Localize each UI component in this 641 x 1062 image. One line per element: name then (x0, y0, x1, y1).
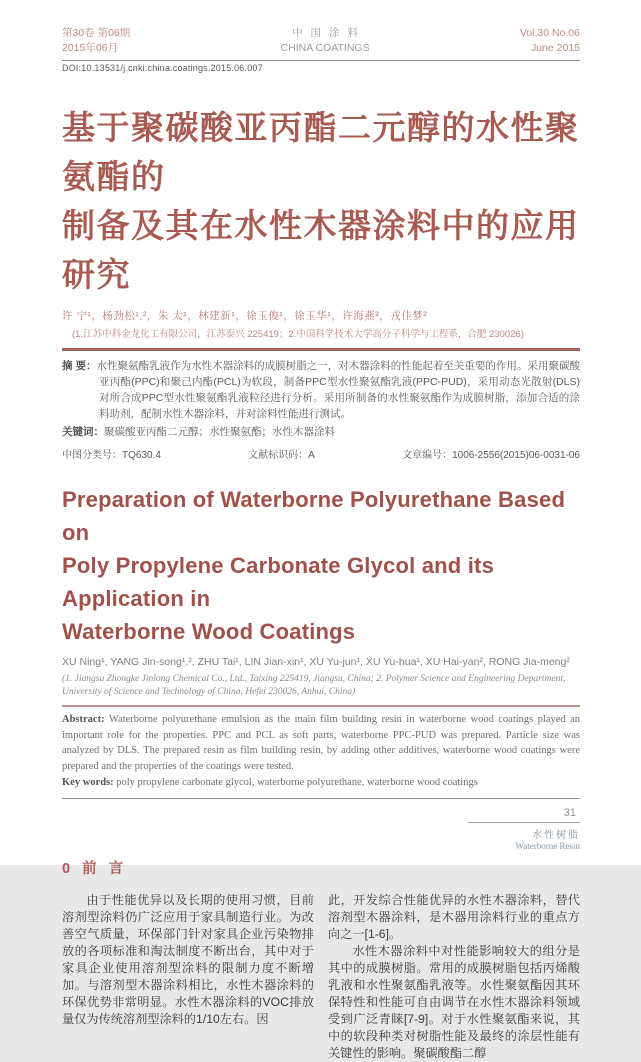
article-title-en-line1: Preparation of Waterborne Polyurethane Based on (62, 487, 566, 545)
volume-issue-en: Vol.30 No.06 (519, 27, 580, 39)
article-title-cn-line2: 制备及其在水性木器涂料中的应用研究 (62, 207, 580, 293)
keywords-cn (62, 424, 580, 440)
footer-rule (468, 822, 580, 823)
body-paragraph: 由于性能优异以及长期的使用习惯，目前溶剂型涂料仍广泛应用于家具制造行业。为改善空气质量，环保部门针对家具企业污染物排放的各项标准和淘汰制度不断出台，其中对于家具企业使用溶剂型涂料的限制力度不断增加。与溶剂型木器涂料相比，水性木器涂料的环保优势非常明显。水性木器涂料的VOC排放量仅为传统溶剂型涂料的1/10左右。因 (62, 892, 314, 1026)
clc-number: 中图分类号：TQ630.4 (62, 450, 161, 461)
header-rule (62, 60, 580, 61)
column-name-cn: 水性树脂 (532, 830, 580, 841)
body-paragraph: 水性木器涂料中对性能影响较大的组分是其中的成膜树脂。常用的成膜树脂包括丙烯酸乳液和水性聚氨酯乳液等。水性聚氨酯因其环保特性和性能可自由调节在水性木器涂料领域受到广泛青睐[7-9]。对于水性聚氨酯来说，其中的软段种类对树脂性能及最终的涂层性能有关键性的影响。聚碳酸酯二醇 (328, 943, 580, 1060)
abstract-cn (62, 358, 580, 422)
journal-header (62, 26, 580, 56)
right-column (328, 892, 580, 1062)
abstract-en-text: Waterborne polyurethane emulsion as the main film building resin in waterborne wood coatings played an important role for the properties. PPC and PCL as soft parts, waterborne PPC-PUD was prepared. Particle size was analyzed by DLS. The prepared resin as film building resin, by adding other additives, waterborne wood coatings were prepared and the properties of the coatings were tested. (62, 714, 580, 772)
keywords-en (62, 775, 580, 791)
article-title-en (62, 483, 580, 648)
abstract-cn-label: 摘 要： (62, 360, 97, 372)
authors-en: XU Ning¹, YANG Jin-song¹,², ZHU Tai¹, LIN Jian-xin¹, XU Yu-jun¹, XU Yu-hua¹, XU Hai-yan², RONG Jia-meng² (62, 656, 570, 668)
column-name-en: Waterborne Resin (515, 841, 580, 851)
left-column (62, 892, 314, 1062)
doi-line: DOI:10.13531/j.cnki.china.coatings.2015.06.007 (62, 63, 263, 73)
keywords-en-text: poly propylene carbonate glycol, waterborne polyurethane, waterborne wood coatings (116, 777, 478, 788)
affiliation-cn: (1.江苏中科金龙化工有限公司，江苏泰兴 225419；2.中国科学技术大学高分子科学与工程系，合肥 230026) (72, 329, 524, 340)
document-code: 文献标识码：A (248, 450, 315, 461)
abstract-cn-text: 水性聚氨酯乳液作为水性木器涂料的成膜树脂之一，对木器涂料的性能起着至关重要的作用。采用聚碳酸亚丙酯(PPC)和聚己内酯(PCL)为软段，制备PPC型水性聚氨酯乳液(PPC-PUD)，采用动态光散射(DLS)对所合成PPC型水性聚氨酯乳液粒径进行分析。采用所制备的水性聚氨酯作为成膜树脂，添加合适的涂料助剂，配制水性木器涂料，并对涂料性能进行测试。 (96, 360, 580, 420)
header-center (281, 26, 370, 56)
volume-issue-cn: 第30卷 第06期 (62, 27, 131, 39)
keywords-en-label: Key words: (62, 777, 114, 788)
body-columns (62, 892, 580, 1062)
date-cn: 2015年06月 (62, 42, 119, 54)
page-number: 31 (563, 807, 576, 819)
abstract-en (62, 712, 580, 774)
page-footer (468, 807, 580, 851)
header-right (520, 26, 580, 56)
abstract-bottom-rule (62, 798, 580, 799)
date-en: June 2015 (530, 42, 580, 54)
keywords-cn-text: 聚碳酸亚丙酯二元醇；水性聚氨酯；水性木器涂料 (104, 426, 335, 438)
section-heading-foreword: 0 前 言 (62, 860, 128, 877)
title-divider-rule (62, 348, 580, 351)
header-left (62, 26, 130, 56)
article-id: 文章编号：1006-2556(2015)06-0031-06 (402, 450, 580, 461)
journal-name-en: CHINA COATINGS (280, 42, 370, 54)
article-title-en-line2: Poly Propylene Carbonate Glycol and its Application in (62, 553, 495, 611)
keywords-cn-label: 关键词： (62, 426, 104, 438)
article-title-cn (62, 103, 580, 299)
affiliation-en: (1. Jiangsu Zhongke Jinlong Chemical Co., Ltd., Taixing 225419, Jiangsu, China; 2. Polymer Science and Engineering Department, University of Science and Technology of China, Hefei 230026, Anhui, China) (62, 674, 566, 697)
english-divider-rule (62, 705, 580, 707)
article-title-en-line3: Waterborne Wood Coatings (62, 619, 356, 644)
journal-name-cn: 中国涂料 (292, 27, 367, 39)
authors-cn: 许 宁¹，杨劲松¹,²，朱 太¹，林建新¹，徐玉俊¹，徐玉华¹，许海燕²，戎佳梦² (62, 310, 428, 322)
abstract-en-label: Abstract: (62, 714, 105, 725)
classification-row (62, 446, 580, 461)
body-paragraph: 此，开发综合性能优异的水性木器涂料，替代溶剂型木器涂料，是木器用涂料行业的重点方向之一[1-6]。 (328, 892, 580, 941)
article-title-cn-line1: 基于聚碳酸亚丙酯二元醇的水性聚氨酯的 (62, 109, 580, 195)
